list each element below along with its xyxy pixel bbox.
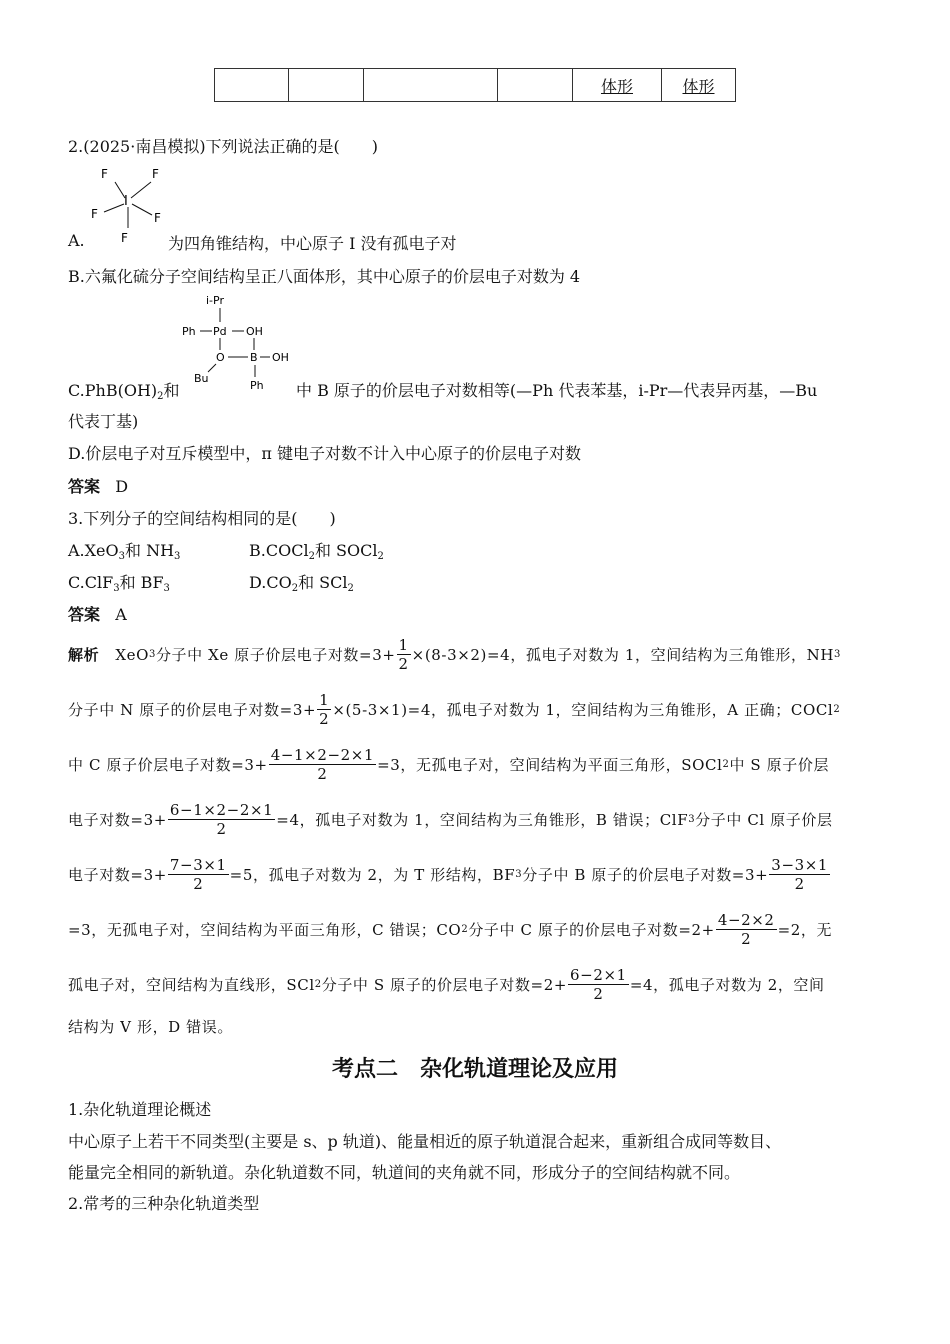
q2-option-c-prefix: $C.PhB(OH)_2$和	[68, 381, 180, 402]
explanation-label: 解析	[68, 645, 100, 664]
explanation	[68, 627, 882, 1042]
fluorine-label: F	[152, 167, 159, 181]
q3-stem: 3.下列分子的空间结构相同的是( )	[68, 509, 336, 528]
q2-option-c-cont: 代表丁基)	[68, 412, 139, 431]
table-cell	[289, 69, 364, 102]
explanation-line: 结构为 V 形，D 错误。	[68, 1018, 233, 1036]
iodine-label: I	[124, 194, 128, 209]
section-paragraph: 中心原子上若干不同类型(主要是 s、p 轨道)、能量相近的原子轨道混合起来，重新组合成同等数目、	[68, 1132, 782, 1151]
section-paragraph: 1.杂化轨道理论概述	[68, 1100, 212, 1119]
q3-option-a: A.XeO$_3$和 $NH_3$	[68, 541, 181, 562]
q3-option-c: C.ClF$_3$和 $BF_3$	[68, 573, 170, 594]
if5-structure	[88, 160, 178, 248]
top-table	[214, 68, 736, 102]
q3-option-b: B.COCl$_2$和 SOCl$_2$	[249, 541, 384, 562]
fluorine-label: F	[121, 231, 128, 245]
table-cell	[364, 69, 498, 102]
fluorine-label: F	[91, 207, 98, 221]
explanation-line: 解析 XeO 3 分子中 Xe 原子价层电子对数=3+ $\frac{1}{2}$ ×(8-3×2)=4，孤电子对数为 1，空间结构为三角锥形，NH 3	[68, 636, 842, 673]
table-cell	[498, 69, 573, 102]
q2-option-a-prefix: A.	[68, 231, 85, 250]
explanation-line: 中 C 原子价层电子对数=3+ $\frac{4-1\times 2-2\times 1}{2}$ =3，无孤电子对，空间结构为平面三角形，SOCl 2 中 S 原子价层	[68, 746, 830, 783]
table-cell	[215, 69, 289, 102]
ph-label: Ph	[182, 325, 196, 338]
table-cell: 体形	[662, 69, 736, 102]
q2-stem: 2.(2025·南昌模拟)下列说法正确的是( )	[68, 137, 379, 156]
explanation-line: 电子对数=3+ $\frac{7-3\times 1}{2}$ =5，孤电子对数为 2，为 T 形结构，BF 3 分子中 B 原子的价层电子对数=3+ $\frac{3-3\times 1}{2}$	[68, 856, 829, 893]
q2-option-d: D.价层电子对互斥模型中，π 键电子对数不计入中心原子的价层电子对数	[68, 444, 581, 463]
fluorine-label: F	[101, 167, 108, 181]
section-paragraph: 2.常考的三种杂化轨道类型	[68, 1194, 260, 1213]
table-cell: 体形	[573, 69, 662, 102]
section-paragraph: 能量完全相同的新轨道。杂化轨道数不同，轨道间的夹角就不同，形成分子的空间结构就不同。	[68, 1163, 741, 1182]
explanation-line: 分子中 N 原子的价层电子对数=3+ $\frac{1}{2}$ ×(5-3×1)=4，孤电子对数为 1，空间结构为三角锥形，A 正确；COCl 2	[68, 691, 841, 728]
boron-label: B	[250, 351, 258, 364]
q3-option-d: $D.CO_2$和 SCl$_2$	[249, 573, 354, 594]
pd-label: Pd	[213, 325, 227, 338]
q3-answer: 答案 A	[68, 605, 127, 624]
fluorine-label: F	[154, 211, 161, 225]
q2-answer: 答案 D	[68, 477, 129, 496]
explanation-line: =3，无孤电子对，空间结构为平面三角形，C 错误；CO 2 分子中 C 原子的价层电子对数=2+ $\frac{4-2\times 2}{2}$ =2，无	[68, 911, 833, 948]
oh-label: OH	[246, 325, 263, 338]
ph-label: Ph	[250, 379, 264, 392]
bu-label: Bu	[194, 372, 209, 385]
oxygen-label: O	[216, 351, 225, 364]
oh-label: OH	[272, 351, 289, 364]
q2-option-b: B.六氟化硫分子空间结构呈正八面体形，其中心原子的价层电子对数为 4	[68, 267, 581, 286]
explanation-line: 电子对数=3+ $\frac{6-1\times 2-2\times 1}{2}$ =4，孤电子对数为 1，空间结构为三角锥形，B 错误；ClF 3 分子中 Cl 原子价层	[68, 801, 833, 838]
section-heading: 考点二 杂化轨道理论及应用	[331, 1057, 618, 1082]
q2-option-a: 为四角锥结构，中心原子 I 没有孤电子对	[168, 234, 457, 253]
pd-boron-structure	[178, 290, 303, 396]
ipr-label: i-Pr	[206, 294, 224, 307]
explanation-line: 孤电子对，空间结构为直线形，SCl 2 分子中 S 原子的价层电子对数=2+ $\frac{6-2\times 1}{2}$ =4，孤电子对数为 2，空间	[68, 966, 825, 1003]
q2-option-c: 中 B 原子的价层电子对数相等(—Ph 代表苯基，i-Pr—代表异丙基，—Bu	[296, 381, 818, 400]
